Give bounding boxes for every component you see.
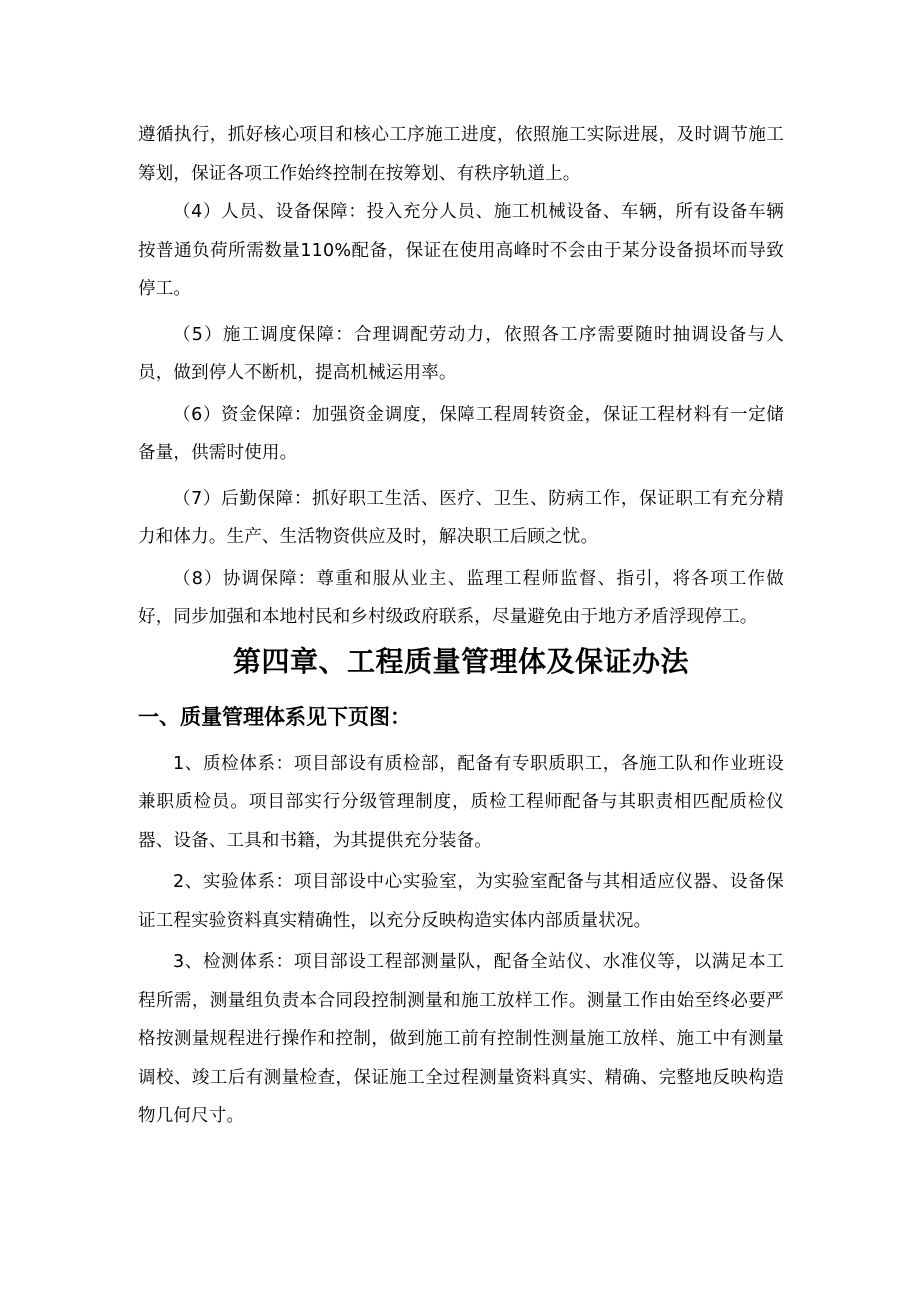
paragraph-inspection-system: 1、质检体系：项目部设有质检部，配备有专职质职工，各施工队和作业班设兼职质检员。项目部实行分级管理制度，质检工程师配备与其职责相匹配质检仪器、设备、工具和书籍，为其提供充分装备。: [138, 753, 784, 851]
document-body: [138, 116, 784, 1136]
paragraph-funding: （6）资金保障：加强资金调度，保障工程周转资金，保证工程材料有一定储备量，供需时使用。: [138, 404, 784, 463]
paragraph-personnel-equipment: （4）人员、设备保障：投入充分人员、施工机械设备、车辆，所有设备车辆按普通负荷所需数量110%配备，保证在使用高峰时不会由于某分设备损坏而导致停工。: [138, 202, 784, 299]
paragraph-coordination: （8）协调保障：尊重和服从业主、监理工程师监督、指引，将各项工作做好，同步加强和本地村民和乡村级政府联系，尽量避免由于地方矛盾浮现停工。: [138, 568, 784, 627]
paragraph-continuation: 遵循执行，抓好核心项目和核心工序施工进度，依照施工实际进展，及时调节施工筹划，保证各项工作始终控制在按筹划、有秩序轨道上。: [138, 125, 784, 184]
paragraph-survey-system: 3、检测体系：项目部设工程部测量队，配备全站仪、水准仪等，以满足本工程所需，测量组负责本合同段控制测量和施工放样工作。测量工作由始至终必要严格按测量规程进行操作和控制，做到施工前有控制性测量施工放样、施工中有测量调校、竣工后有测量检查，保证施工全过程测量资料真实、精确、完整地反映构造物几何尺寸。: [138, 952, 784, 1126]
chapter-title: 第四章、工程质量管理体及保证办法: [232, 644, 689, 678]
section-title: 一、质量管理体系见下页图：: [138, 704, 411, 729]
paragraph-testing-system: 2、实验体系：项目部设中心实验室，为实验室配备与其相适应仪器、设备保证工程实验资料真实精确性，以充分反映构造实体内部质量状况。: [138, 872, 784, 931]
paragraph-scheduling: （5）施工调度保障：合理调配劳动力，依照各工序需要随时抽调设备与人员，做到停人不断机，提高机械运用率。: [138, 324, 784, 383]
paragraph-logistics: （7）后勤保障：抓好职工生活、医疗、卫生、防病工作，保证职工有充分精力和体力。生产、生活物资供应及时，解决职工后顾之忧。: [138, 488, 784, 547]
